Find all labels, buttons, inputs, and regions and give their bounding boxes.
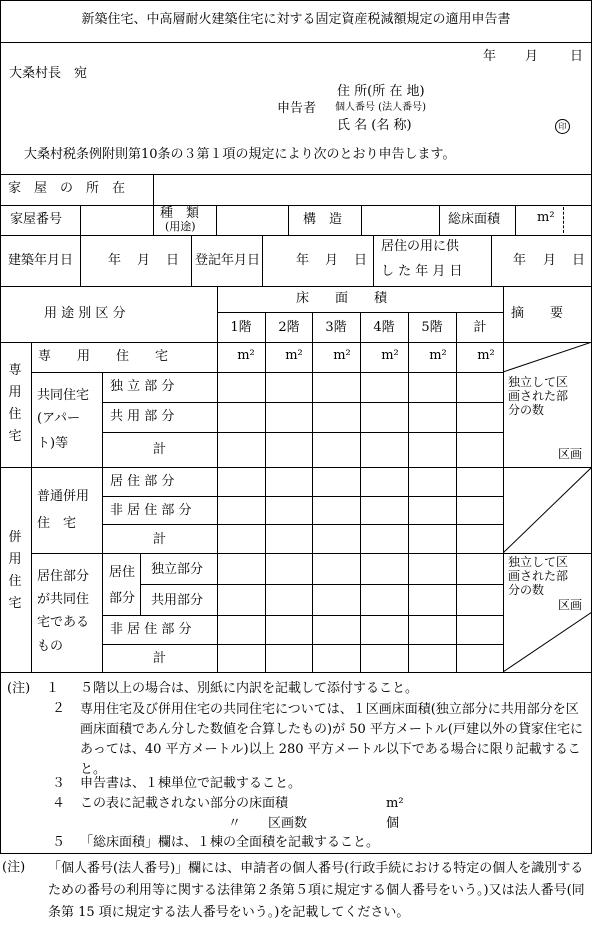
address-label: 住 所(所 在 地) xyxy=(337,84,425,99)
remark-2-line-1: 独立して区 xyxy=(508,555,569,569)
unit-3: m² xyxy=(333,348,351,363)
remark-2-line-2: 画された部 xyxy=(508,569,569,583)
normal-mixed-label-2: 住 宅 xyxy=(37,516,77,531)
frame-top xyxy=(0,0,592,1)
registered-year: 年 xyxy=(296,253,310,268)
total-area-label: 総床面積 xyxy=(448,212,501,227)
note-3-num: ３ xyxy=(52,776,66,791)
remark-2-unit: 区画 xyxy=(558,598,583,612)
id-number-label: 個人番号 (法人番号) xyxy=(335,102,426,113)
col-v-102a xyxy=(102,372,103,467)
addressee: 大桑村長 宛 xyxy=(9,66,88,81)
col-v-31 xyxy=(31,342,32,672)
info-v-7 xyxy=(515,205,516,235)
built-day: 日 xyxy=(166,253,180,268)
residence-month: 月 xyxy=(543,253,557,268)
row-h-672 xyxy=(0,672,592,673)
note-4-ditto: 〃 xyxy=(228,816,242,831)
note-4-count-unit: 個 xyxy=(386,816,400,831)
registered-date-label: 登記年月日 xyxy=(195,253,261,268)
footer-head: (注) xyxy=(2,860,26,875)
residence-date-label-1: 居住の用に供 xyxy=(381,239,460,254)
shared-label-1: 共同住宅 xyxy=(37,388,90,403)
applicant-label: 申告者 xyxy=(277,101,317,116)
col-v-102b xyxy=(102,467,103,672)
remark-1-line-2: 画された部 xyxy=(508,389,569,403)
declaration-text: 大桑村税条例附則第10条の３第１項の規定により次のとおり申告します。 xyxy=(24,147,456,162)
tbl-v-312 xyxy=(312,312,313,672)
date-day: 日 xyxy=(570,49,584,64)
kind-sub-label: (用途) xyxy=(165,220,196,233)
note-2-num: ２ xyxy=(52,701,66,716)
built-month: 月 xyxy=(137,253,151,268)
shared-res-line-4: もの xyxy=(37,639,64,654)
info-v-5 xyxy=(361,205,362,235)
tbl-v-408 xyxy=(408,312,409,672)
col-v-140 xyxy=(140,553,141,615)
built-date-label: 建築年月日 xyxy=(8,253,74,268)
title-divider xyxy=(0,42,592,43)
tbl-v-456 xyxy=(456,312,457,672)
tbl-v-360 xyxy=(360,312,361,672)
remarks-header: 摘 要 xyxy=(511,306,564,321)
remark-1-line-1: 独立して区 xyxy=(508,375,569,389)
shared-label-2: (アパー xyxy=(37,411,81,426)
row-h-496 xyxy=(102,496,503,497)
info-v-location xyxy=(153,174,154,205)
mixed-group-label: 併用住宅 xyxy=(8,530,22,611)
registered-day: 日 xyxy=(354,253,368,268)
unit-total: m² xyxy=(477,348,495,363)
res-part-label-2: 部分 xyxy=(109,591,136,606)
info-v-8 xyxy=(80,235,81,286)
info-v-12 xyxy=(491,235,492,286)
res-part-label-1: 居住 xyxy=(109,565,136,580)
unit-4: m² xyxy=(381,348,399,363)
row-h-584 xyxy=(140,584,503,585)
note-4-unit: m² xyxy=(386,796,404,811)
frame-left xyxy=(0,0,1,672)
tbl-v-265 xyxy=(265,312,266,672)
date-month: 月 xyxy=(525,49,539,64)
structure-label: 構 造 xyxy=(303,212,343,227)
location-label: 家 屋 の 所 在 xyxy=(8,181,126,196)
note-4: この表に記載されない部分の床面積 xyxy=(80,796,289,811)
note-4-count: 区画数 xyxy=(268,816,308,831)
total-area-dash xyxy=(563,207,564,233)
non-residential-part-label: 非 居 住 部 分 xyxy=(110,503,192,518)
registered-month: 月 xyxy=(325,253,339,268)
floor-2: 2階 xyxy=(278,320,300,335)
info-v-1 xyxy=(80,205,81,235)
shared-res-line-3: 宅である xyxy=(37,615,90,630)
info-v-10 xyxy=(262,235,263,286)
footer-text: 「個人番号(法人番号)」欄には、申請者の個人番号(行政手続における特定の個人を識別するための番号の利用等に関する法律第２条第５項に規定する個人番号をいう。)又は法人番号(同条第 15 項に規定する法人番号をいう。)を記載してください。 xyxy=(48,861,585,920)
area-header: 床 面 積 xyxy=(296,291,388,306)
built-year: 年 xyxy=(108,253,122,268)
common-small-label: 共用部分 xyxy=(151,593,204,608)
residence-date-label-2: し た 年 月 日 xyxy=(381,264,463,279)
note-5-num: ５ xyxy=(52,835,66,850)
info-line-1 xyxy=(0,174,592,175)
house-number-label: 家屋番号 xyxy=(10,212,63,227)
floor-3: 3階 xyxy=(325,320,347,335)
floor-5: 5階 xyxy=(421,320,443,335)
normal-mixed-label-1: 普通併用 xyxy=(37,489,90,504)
note-1-num: １ xyxy=(46,681,60,696)
mixed-total-label: 計 xyxy=(153,532,167,547)
notes-bottom xyxy=(0,853,592,854)
row-h-432 xyxy=(102,432,503,433)
exclusive-group-label: 専用住宅 xyxy=(8,363,22,444)
shared-res-line-1: 居住部分 xyxy=(37,569,90,584)
name-label: 氏 名 (名 称) xyxy=(337,118,412,133)
form-title: 新築住宅、中高層耐火建築住宅に対する固定資産税減額規定の適用申告書 xyxy=(81,12,511,27)
category-header: 用 途 別 区 分 xyxy=(44,306,126,321)
row-h-644 xyxy=(102,644,503,645)
remark-2-line-3: 分の数 xyxy=(508,583,545,597)
info-v-6 xyxy=(439,205,440,235)
info-v-3 xyxy=(216,205,217,235)
residence-day: 日 xyxy=(572,253,586,268)
non-res-part-label-2: 非 居 住 部 分 xyxy=(110,622,192,637)
residence-year: 年 xyxy=(513,253,527,268)
independent-part-label: 独 立 部 分 xyxy=(110,379,175,394)
note-2: 専用住宅及び併用住宅の共同住宅については、１区画床面積(独立部分に共用部分を区画床面積であん分した数値を合算したもの)が 50 平方メートル(戸建以外の貸家住宅にあっては、40 平方メートル)以上 280 平方メートル以下である場合に限り記載すること。 xyxy=(80,702,583,777)
info-v-4 xyxy=(288,205,289,235)
info-line-2 xyxy=(0,205,592,206)
note-5: 「総床面積」欄は、１棟の全面積を記載すること。 xyxy=(80,835,380,850)
total-area-unit: m² xyxy=(537,210,555,225)
seal-mark: 印 xyxy=(555,119,570,134)
info-v-2 xyxy=(153,205,154,235)
remark-1-line-3: 分の数 xyxy=(508,403,545,417)
info-line-3 xyxy=(0,235,592,236)
residential-part-label: 居 住 部 分 xyxy=(110,474,175,489)
shared-res-total-label: 計 xyxy=(153,651,167,666)
notes-head: (注) xyxy=(7,681,31,696)
unit-5: m² xyxy=(429,348,447,363)
kind-label: 種 類 xyxy=(160,206,200,221)
indep-small-label: 独立部分 xyxy=(151,562,204,577)
floor-total: 計 xyxy=(473,320,487,335)
row-h-524 xyxy=(102,524,503,525)
floor-4: 4階 xyxy=(373,320,395,335)
info-v-9 xyxy=(191,235,192,286)
note-1: ５階以上の場合は、別紙に内訳を記載して添付すること。 xyxy=(80,681,419,696)
unit-2: m² xyxy=(285,348,303,363)
floor-1: 1階 xyxy=(230,320,252,335)
note-3: 申告書は、１棟単位で記載すること。 xyxy=(80,776,302,791)
date-year: 年 xyxy=(483,49,497,64)
row-h-402 xyxy=(102,402,503,403)
common-part-label: 共 用 部 分 xyxy=(110,409,175,424)
shared-total-label: 計 xyxy=(153,442,167,457)
row-h-615 xyxy=(102,615,503,616)
exclusive-label: 専 用 住 宅 xyxy=(38,349,169,364)
shared-label-3: ト)等 xyxy=(37,436,69,451)
info-v-11 xyxy=(373,235,374,286)
shared-res-line-2: が共同住 xyxy=(37,592,90,607)
note-4-num: ４ xyxy=(52,796,66,811)
remark-1-unit: 区画 xyxy=(558,447,583,461)
unit-1: m² xyxy=(237,348,255,363)
notes-left xyxy=(0,672,1,854)
